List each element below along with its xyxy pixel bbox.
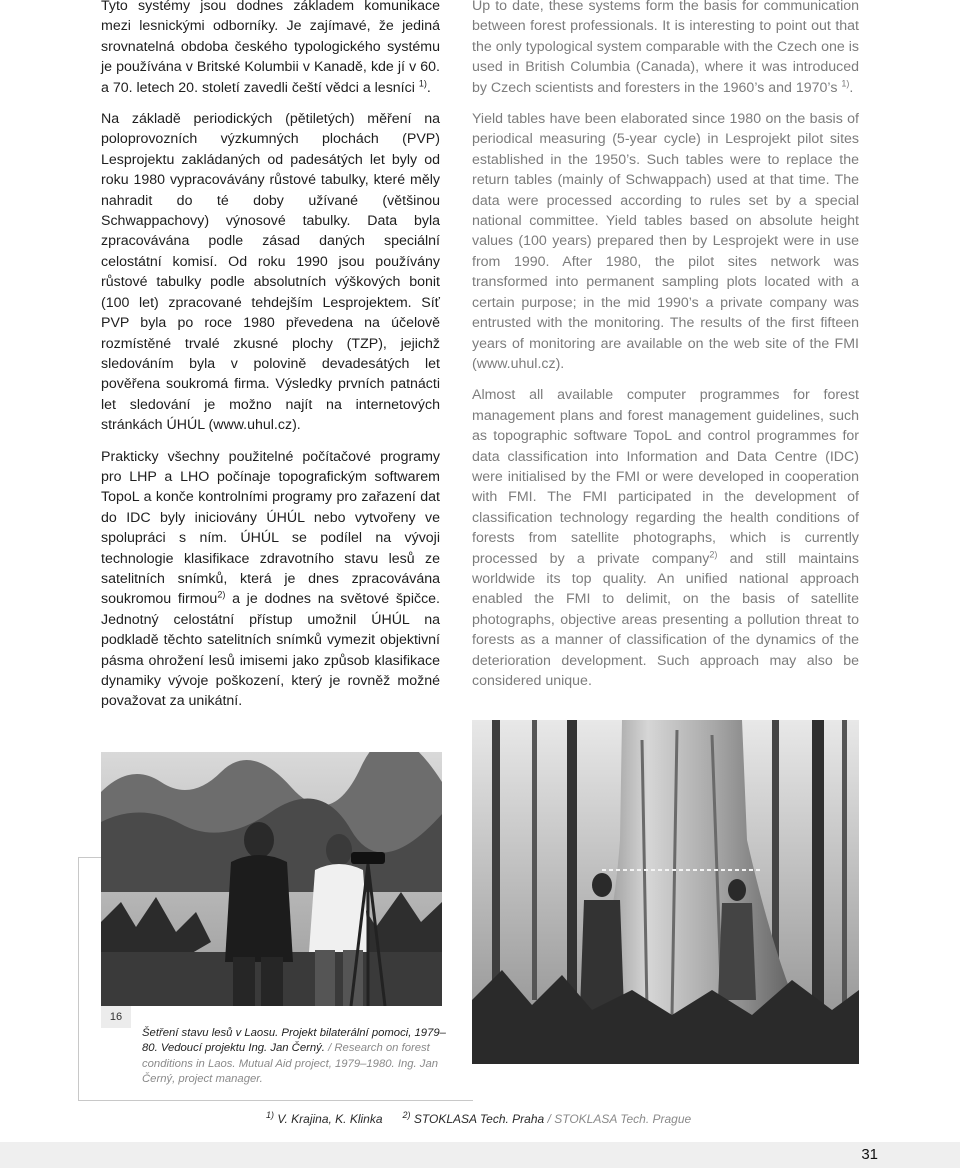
czech-paragraph-2: Na základě periodických (pětiletých) měření na poloprovozních výzkumných plochách (PVP) Lesprojektu zakládaných od padesátých let byly od roku 1980 vypracovávány růstové tabulky, které měly nahradit do té doby užívané (většinou Schwappachovy) výnosové tabulky. Data byla zpracovávána podle zásad daných speciální celostátní komisí. Od roku 1990 jsou používány růstové tabulky podle absolutních výškových bonit (100 let) zpracované tehdejším Lesprojektem. Síť PVP byla po roce 1980 převedena na účelově rozmístěné trvalé zkusné plochy (TZP), jejichž sledováním byla v polovině devadesátých let pověřena soukromá firma. Výsledky prvních patnácti let sledování je možno najít na internetových stránkách ÚHÚL (www.uhul.cz). — [101, 111, 440, 434]
english-text-column — [472, 0, 859, 702]
czech-text-column — [101, 0, 440, 723]
footnote-2-separator: / — [544, 1112, 555, 1126]
photo-giant-tree-laos — [472, 720, 859, 1064]
english-paragraph-3: Almost all available computer programmes for forest management plans and forest management guidelines, such as topographic software TopoL and control programmes for data classification into Information and Data Centre (IDC) were initialised by the FMI or were developed in cooperation with FMI. The FMI participated in the development of classification technology regarding the health conditions of forests from satellite photographs, which is currently processed by a private company$^{2)}$ and still maintains worldwide its top quality. An unified national approach enabled the FMI to delimit, on the basis of satellite photographs, objective areas presenting a pollution threat to forests as a manner of classification of the dynamics of the deterioration development. Such approach may also be considered unique. — [472, 387, 859, 689]
footnotes — [266, 1110, 746, 1126]
figure-number-badge: 16 — [101, 1006, 131, 1028]
page-number: 31 — [861, 1146, 878, 1163]
czech-paragraph-1: Tyto systémy jsou dodnes základem komunikace mezi lesnickými odborníky. Je zajímavé, že jediná srovnatelná obdoba českého typologického systému je používána v Britské Kolumbii v Kanadě, kde jí v 60. a 70. letech 20. století zavedli čeští vědci a lesníci $^{1)}$. — [101, 0, 440, 96]
figure-caption — [142, 1026, 460, 1088]
caption-czech: Šetření stavu lesů v Laosu. Projekt bilaterální pomoci, 1979–80. Vedoucí projektu Ing. Jan Černý. — [142, 1027, 446, 1055]
footnote-2-czech: STOKLASA Tech. Praha — [413, 1112, 545, 1126]
footnote-1-text: V. Krajina, K. Klinka — [277, 1112, 383, 1126]
footer-band — [0, 1142, 960, 1168]
footnote-1-mark: 1) — [266, 1110, 275, 1120]
czech-paragraph-3: Prakticky všechny použitelné počítačové programy pro LHP a LHO počínaje topografickým softwarem TopoL a konče kontrolními programy pro zařazení dat do IDC byly iniciovány ÚHÚL nebo vytvořeny ve spolupráci s ním. ÚHÚL se podílel na vývoji technologie klasifikace zdravotního stavu lesů ze satelitních snímků, která je dnes zpracovávána soukromou firmou$^{2)}$ a je dodnes na světové špičce. Jednotný celostátní přístup umožnil ÚHÚL na podkladě těchto satelitních snímků vymezit objektivní pásma ohrožení lesů imisemi jako způsob klasifikace dynamiky vývoje poškození, který je rovněž možné považovat za unikátní. — [101, 448, 440, 710]
footnote-2-mark: 2) — [402, 1110, 411, 1120]
caption-english: Research on forest conditions in Laos. Mutual Aid project, 1979–1980. Ing. Jan Černý, project manager. — [142, 1042, 439, 1086]
english-paragraph-2: Yield tables have been elaborated since 1980 on the basis of periodical measuring (5-year cycle) in Lesprojekt pilot sites established in the 1950’s. Such tables were to replace the return tables (mainly of Schwappach) used at that time. The data were processed according to rules set by a special national committee. Yield tables based on absolute height values (100 years) prepared then by Lesprojekt were in use from 1990. After 1980, the pilot sites network was transformed into permanent sampling plots located with a certain purpose; in the mid 1990’s a private company was entrusted with the monitoring. The results of the first fifteen years of monitoring are available on the web site of the FMI (www.uhul.cz). — [472, 111, 859, 372]
english-paragraph-1: Up to date, these systems form the basis for communication between forest professionals. It is interesting to point out that the only typological system comparable with the Czech one is used in British Columbia (Canada), where it was introduced by Czech scientists and foresters in the 1960’s and 1970’s $^{1)}$. — [472, 0, 859, 96]
footnote-2-english: STOKLASA Tech. Prague — [554, 1112, 692, 1126]
caption-separator: / — [324, 1042, 335, 1055]
photo-surveyors-laos — [101, 752, 442, 1006]
